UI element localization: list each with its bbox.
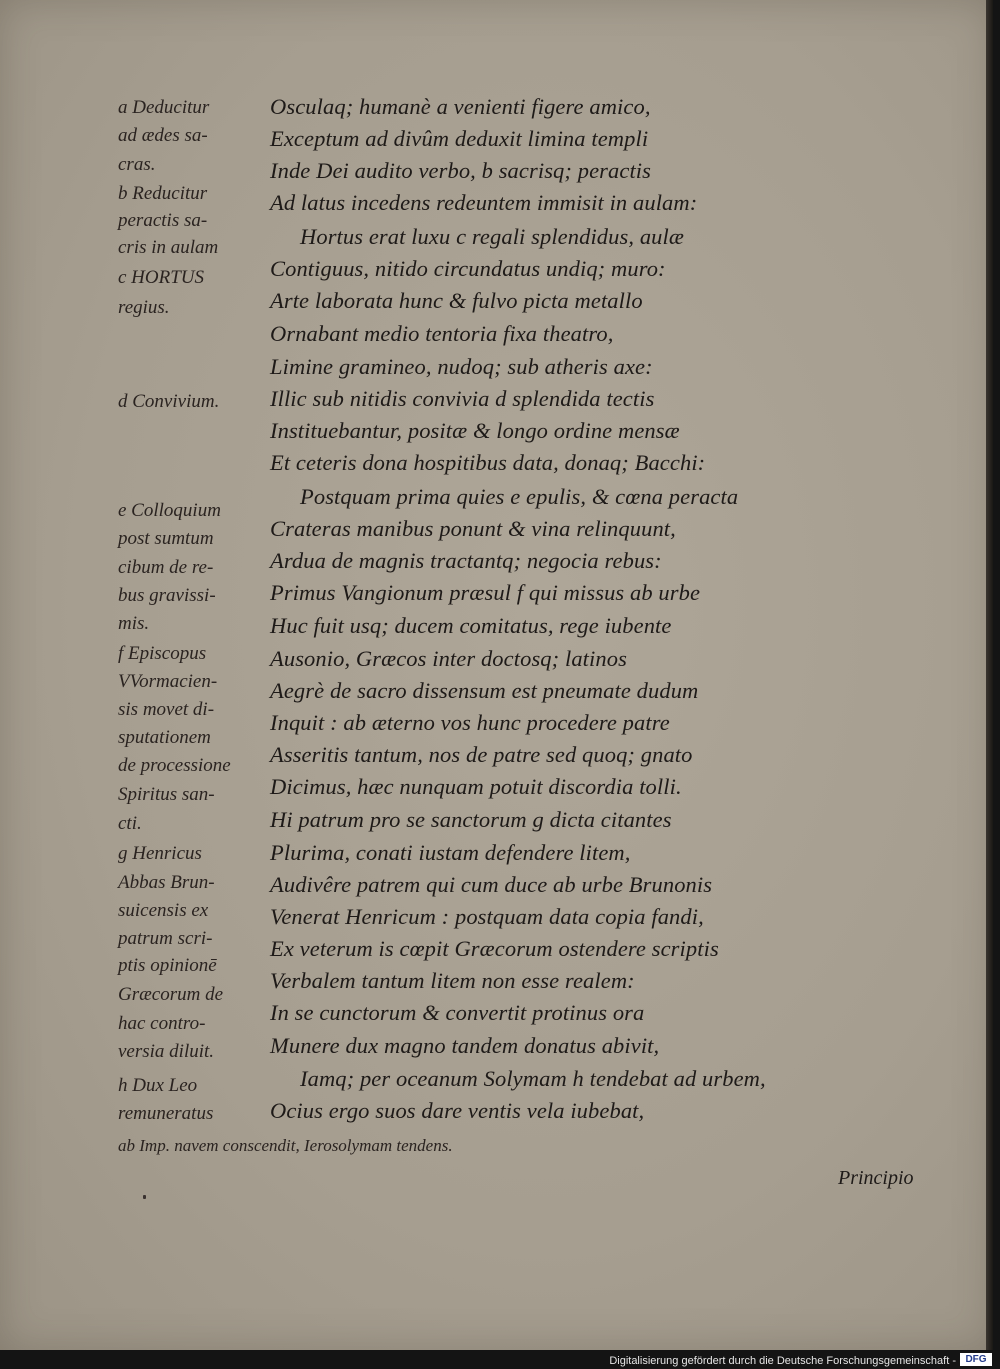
ink-speck (143, 1195, 146, 1199)
verse-line: Contiguus, nitido circundatus undiq; muro: (270, 256, 666, 281)
marginal-note: sis movet di- (118, 699, 215, 720)
verse-line: Inquit : ab æterno vos hunc procedere patre (270, 710, 670, 735)
marginal-note: VVormacien- (118, 671, 218, 692)
dfg-logo: DFG (960, 1353, 992, 1366)
marginal-note: sputationem (118, 727, 211, 748)
marginal-note: regius. (118, 297, 170, 318)
marginal-note: cras. (118, 154, 156, 175)
marginal-note: patrum scri- (118, 928, 213, 949)
verse-line: Iamq; per oceanum Solymam h tendebat ad urbem, (300, 1066, 766, 1091)
marginal-note: h Dux Leo (118, 1075, 198, 1096)
verse-line: Verbalem tantum litem non esse realem: (270, 968, 635, 993)
verse-line: Aegrè de sacro dissensum est pneumate dudum (270, 678, 699, 703)
verse-line: Illic sub nitidis convivia d splendida tectis (270, 386, 655, 411)
verse-line: Osculaq; humanè a venienti figere amico, (270, 94, 651, 119)
verse-line: Hi patrum pro se sanctorum g dicta citantes (270, 807, 672, 832)
verse-line: Ornabant medio tentoria fixa theatro, (270, 321, 614, 346)
footer-credit: Digitalisierung gefördert durch die Deutsche Forschungsgemeinschaft - (609, 1355, 956, 1367)
marginal-note: mis. (118, 613, 150, 634)
marginal-note: cibum de re- (118, 557, 214, 578)
verse-line: Audivêre patrem qui cum duce ab urbe Brunonis (270, 872, 713, 897)
catchword: Principio (838, 1167, 914, 1189)
verse-line: Hortus erat luxu c regali splendidus, aulæ (300, 224, 684, 249)
verse-line: Ad latus incedens redeuntem immisit in aulam: (270, 190, 698, 215)
digitization-footer (0, 1350, 1000, 1369)
marginal-note: Spiritus san- (118, 784, 215, 805)
verse-line: Crateras manibus ponunt & vina relinquunt, (270, 516, 676, 541)
verse-line: Ardua de magnis tractantq; negocia rebus: (270, 548, 662, 573)
marginal-note: cris in aulam (118, 237, 219, 258)
verse-line: Instituebantur, positæ & longo ordine mensæ (270, 418, 680, 443)
marginal-note: ptis opinionē (118, 955, 217, 976)
verse-line: Plurima, conati iustam defendere litem, (270, 840, 631, 865)
verse-line: Et ceteris dona hospitibus data, donaq; Bacchi: (270, 450, 706, 475)
marginal-note: versia diluit. (118, 1041, 215, 1062)
marginal-note: ab Imp. navem conscendit, Ierosolymam tendens. (118, 1136, 453, 1155)
verse-line: Huc fuit usq; ducem comitatus, rege iubente (270, 613, 672, 638)
verse-line: Limine gramineo, nudoq; sub atheris axe: (270, 354, 653, 379)
verse-line: Primus Vangionum præsul f qui missus ab urbe (270, 580, 701, 605)
verse-line: Munere dux magno tandem donatus abivit, (270, 1033, 660, 1058)
verse-line: Dicimus, hæc nunquam potuit discordia tolli. (270, 774, 682, 799)
verse-line: Venerat Henricum : postquam data copia fandi, (270, 904, 704, 929)
marginal-note: Græcorum de (118, 984, 224, 1005)
marginal-note: hac contro- (118, 1013, 206, 1034)
verse-line: Ocius ergo suos dare ventis vela iubebat, (270, 1098, 645, 1123)
marginal-note: a Deducitur (118, 97, 210, 118)
verse-line: Arte laborata hunc & fulvo picta metallo (270, 288, 643, 313)
marginal-note: g Henricus (118, 843, 202, 864)
marginal-note: de processione (118, 755, 231, 776)
verse-line: Ex veterum is cœpit Græcorum ostendere scriptis (270, 936, 719, 961)
verse-line: Exceptum ad divûm deduxit limina templi (270, 126, 649, 151)
marginal-note: c HORTUS (118, 267, 205, 288)
marginal-note: cti. (118, 813, 142, 834)
verse-line: Inde Dei audito verbo, b sacrisq; peractis (270, 158, 652, 183)
marginal-note: d Convivium. (118, 391, 220, 412)
marginal-note: Abbas Brun- (118, 872, 215, 893)
marginal-note: ad ædes sa- (118, 125, 208, 146)
marginal-note: post sumtum (118, 528, 214, 549)
marginal-note: b Reducitur (118, 183, 208, 204)
marginal-note: remuneratus (118, 1103, 214, 1124)
marginal-note: suicensis ex (118, 900, 209, 921)
marginal-note: peractis sa- (118, 210, 208, 231)
verse-line: In se cunctorum & convertit protinus ora (270, 1000, 645, 1025)
marginal-note: bus gravissi- (118, 585, 216, 606)
verse-line: Postquam prima quies e epulis, & cœna peracta (300, 484, 739, 509)
marginal-note: f Episcopus (118, 643, 207, 664)
verse-line: Ausonio, Græcos inter doctosq; latinos (270, 646, 627, 671)
marginal-note: e Colloquium (118, 500, 221, 521)
verse-line: Asseritis tantum, nos de patre sed quoq; gnato (270, 742, 693, 767)
page-spine (986, 0, 993, 1350)
